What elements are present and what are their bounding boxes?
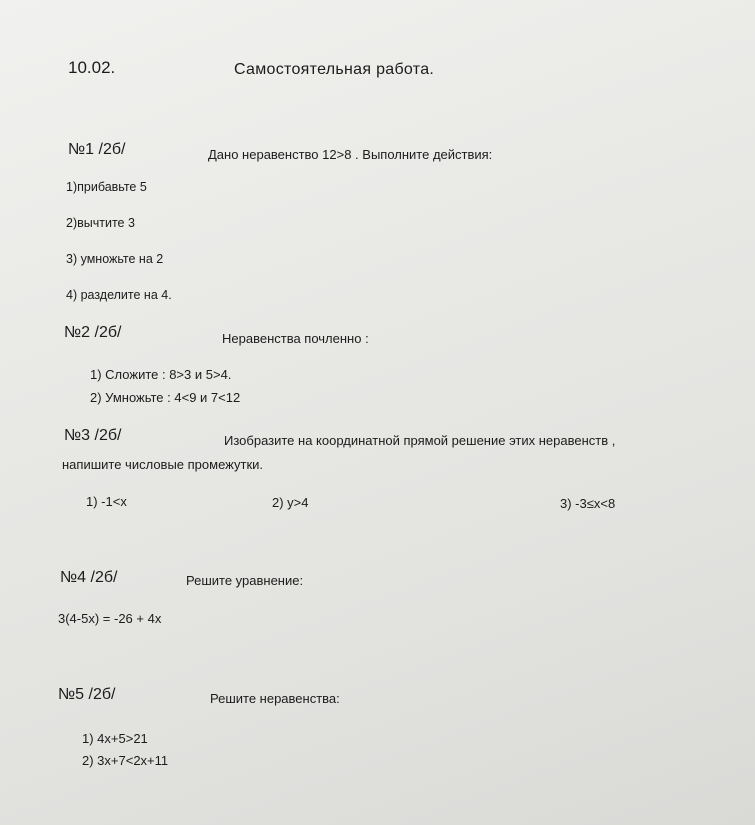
task3-number: №3 /2б/ [64, 427, 122, 444]
task3-prompt-continued: напишите числовые промежутки. [62, 457, 264, 472]
task4-equation: 3(4-5x) = -26 + 4x [58, 611, 162, 626]
task3-item-3: 3) -3≤x<8 [560, 496, 616, 511]
task3-item-1: 1) -1<x [86, 494, 127, 509]
task1-item-4: 4) разделите на 4. [66, 288, 172, 302]
task1-prompt: Дано неравенство 12>8 . Выполните действия: [208, 147, 493, 162]
task2-item-2: 2) Умножьте : 4<9 и 7<12 [90, 390, 241, 405]
task1-number: №1 /2б/ [68, 141, 126, 158]
page-title: Самостоятельная работа. [234, 61, 435, 78]
task2-prompt: Неравенства почленно : [222, 331, 369, 346]
task1-item-2: 2)вычтите 3 [66, 216, 135, 230]
task5-item-2: 2) 3x+7<2x+11 [82, 753, 169, 768]
task2-number: №2 /2б/ [64, 324, 122, 341]
task1-item-3: 3) умножьте на 2 [66, 252, 164, 266]
task3-item-2: 2) y>4 [272, 495, 309, 510]
task5-number: №5 /2б/ [58, 686, 116, 703]
task3-prompt: Изобразите на координатной прямой решение этих неравенств , [224, 433, 616, 448]
task1-item-1: 1)прибавьте 5 [66, 180, 147, 194]
task5-item-1: 1) 4x+5>21 [82, 731, 148, 746]
task4-number: №4 /2б/ [60, 569, 118, 586]
task4-prompt: Решите уравнение: [186, 573, 304, 588]
task5-prompt: Решите неравенства: [210, 691, 340, 706]
task2-item-1: 1) Сложите : 8>3 и 5>4. [90, 367, 232, 382]
date: 10.02. [68, 58, 116, 77]
